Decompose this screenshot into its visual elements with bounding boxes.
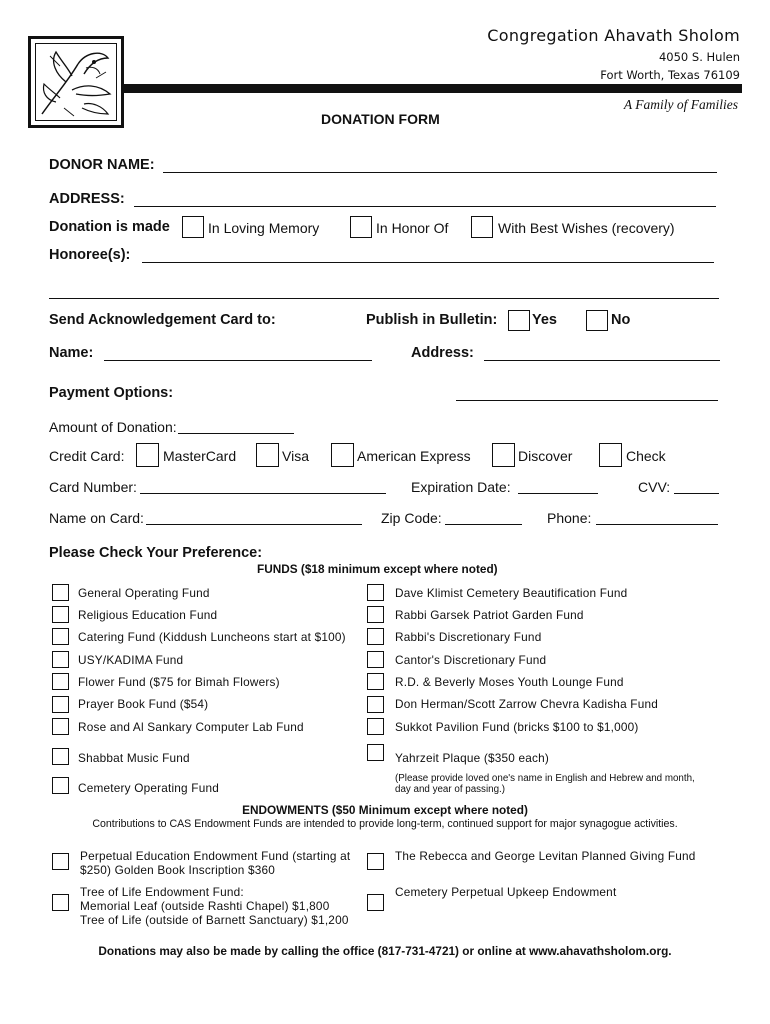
phone-field[interactable] [596,524,718,525]
endowments-heading: ENDOWMENTS ($50 Minimum except where noted) [242,803,528,817]
discover-label: Discover [518,448,573,464]
publish-no-checkbox[interactable] [586,310,608,331]
endowment-label: Tree of Life (outside of Barnett Sanctuary) $1,200 [80,913,349,927]
fund-checkbox[interactable] [52,748,69,765]
in-loving-memory-checkbox[interactable] [182,216,204,238]
endowment-checkbox[interactable] [52,894,69,911]
fund-label: Dave Klimist Cemetery Beautification Fund [395,586,628,600]
in-honor-of-checkbox[interactable] [350,216,372,238]
org-city: Fort Worth, Texas 76109 [600,68,740,82]
ack-address-label: Address: [411,345,474,361]
send-ack-label: Send Acknowledgement Card to: [49,312,276,328]
fund-checkbox[interactable] [52,718,69,735]
expiration-field[interactable] [518,493,598,494]
amount-label: Amount of Donation: [49,419,177,435]
fund-label: Cantor's Discretionary Fund [395,653,547,667]
fund-label: Shabbat Music Fund [78,751,190,765]
cvv-field[interactable] [674,493,719,494]
address-label: ADDRESS: [49,191,125,207]
best-wishes-checkbox[interactable] [471,216,493,238]
credit-card-label: Credit Card: [49,448,125,464]
donation-made-label: Donation is made [49,219,170,235]
org-name: Congregation Ahavath Sholom [487,26,740,45]
fund-label: General Operating Fund [78,586,210,600]
best-wishes-label: With Best Wishes (recovery) [498,220,675,236]
fund-checkbox[interactable] [52,696,69,713]
card-number-field[interactable] [140,493,386,494]
cvv-label: CVV: [638,479,671,495]
check-label: Check [626,448,666,464]
honorees-label: Honoree(s): [49,247,131,263]
preference-title: Please Check Your Preference: [49,545,263,561]
yahrzeit-note: day and year of passing.) [395,784,506,795]
visa-checkbox[interactable] [256,443,279,467]
fund-checkbox[interactable] [367,673,384,690]
org-street: 4050 S. Hulen [658,50,740,64]
endowment-label: Tree of Life Endowment Fund: [80,885,244,899]
fund-label: Rose and Al Sankary Computer Lab Fund [78,720,304,734]
discover-checkbox[interactable] [492,443,515,467]
amex-checkbox[interactable] [331,443,354,467]
fund-label: Don Herman/Scott Zarrow Chevra Kadisha Fund [395,697,658,711]
ack-name-field[interactable] [104,360,372,361]
fund-label: Religious Education Fund [78,608,218,622]
fund-checkbox[interactable] [367,628,384,645]
publish-yes-label: Yes [532,312,557,328]
fund-checkbox[interactable] [367,584,384,601]
fund-label: Prayer Book Fund ($54) [78,697,209,711]
honorees-field-line-2[interactable] [49,298,719,299]
name-on-card-field[interactable] [146,524,362,525]
endowment-label: $250) Golden Book Inscription $360 [80,863,276,877]
fund-checkbox[interactable] [367,606,384,623]
form-title: DONATION FORM [321,111,440,127]
in-loving-memory-label: In Loving Memory [208,220,320,236]
fund-checkbox[interactable] [52,673,69,690]
ack-name-label: Name: [49,345,94,361]
footer-note: Donations may also be made by calling the office (817-731-4721) or online at www.ahavathsholom.org. [98,944,672,958]
phone-label: Phone: [547,510,592,526]
floral-emblem-icon [36,44,118,122]
donor-name-label: DONOR NAME: [49,157,155,173]
endowment-checkbox[interactable] [367,853,384,870]
endowments-intro: Contributions to CAS Endowment Funds are intended to provide long-term, continued support for major synagogue activities. [92,818,678,830]
fund-checkbox[interactable] [52,584,69,601]
yahrzeit-note: (Please provide loved one's name in English and Hebrew and month, [395,773,695,784]
fund-checkbox[interactable] [52,651,69,668]
card-number-label: Card Number: [49,479,137,495]
check-checkbox[interactable] [599,443,622,467]
fund-checkbox[interactable] [367,744,384,761]
fund-label: USY/KADIMA Fund [78,653,184,667]
fund-label: Sukkot Pavilion Fund (bricks $100 to $1,000) [395,720,639,734]
amex-label: American Express [357,448,471,464]
fund-label: Yahrzeit Plaque ($350 each) [395,751,550,765]
funds-heading: FUNDS ($18 minimum except where noted) [257,562,498,576]
publish-yes-checkbox[interactable] [508,310,530,331]
header-rule [124,84,742,93]
honorees-field[interactable] [142,262,714,263]
endowment-label: Memorial Leaf (outside Rashti Chapel) $1,800 [80,899,330,913]
endowment-label: Perpetual Education Endowment Fund (starting at [80,849,351,863]
visa-label: Visa [282,448,309,464]
fund-label: R.D. & Beverly Moses Youth Lounge Fund [395,675,624,689]
name-on-card-label: Name on Card: [49,510,144,526]
endowment-label: Cemetery Perpetual Upkeep Endowment [395,885,617,899]
fund-label: Flower Fund ($75 for Bimah Flowers) [78,675,280,689]
fund-label: Rabbi's Discretionary Fund [395,630,542,644]
zip-field[interactable] [445,524,522,525]
payment-extra-field[interactable] [456,400,718,401]
ack-address-field[interactable] [484,360,720,361]
endowment-checkbox[interactable] [52,853,69,870]
donor-name-field[interactable] [163,172,717,173]
fund-checkbox[interactable] [367,651,384,668]
logo-frame [35,43,117,121]
fund-checkbox[interactable] [367,696,384,713]
zip-label: Zip Code: [381,510,442,526]
publish-no-label: No [611,312,631,328]
in-honor-of-label: In Honor Of [376,220,449,236]
mastercard-checkbox[interactable] [136,443,159,467]
org-tagline: A Family of Families [623,97,738,112]
congregation-logo [28,36,124,128]
fund-label: Rabbi Garsek Patriot Garden Fund [395,608,584,622]
amount-field[interactable] [178,433,294,434]
publish-bulletin-label: Publish in Bulletin: [366,312,498,328]
fund-checkbox[interactable] [52,606,69,623]
fund-checkbox[interactable] [367,718,384,735]
expiration-label: Expiration Date: [411,479,511,495]
endowment-checkbox[interactable] [367,894,384,911]
fund-checkbox[interactable] [52,777,69,794]
fund-checkbox[interactable] [52,628,69,645]
address-field[interactable] [134,206,716,207]
fund-label: Cemetery Operating Fund [78,781,219,795]
mastercard-label: MasterCard [163,448,237,464]
payment-options-title: Payment Options: [49,385,174,401]
endowment-label: The Rebecca and George Levitan Planned Giving Fund [395,849,696,863]
fund-label: Catering Fund (Kiddush Luncheons start at $100) [78,630,346,644]
